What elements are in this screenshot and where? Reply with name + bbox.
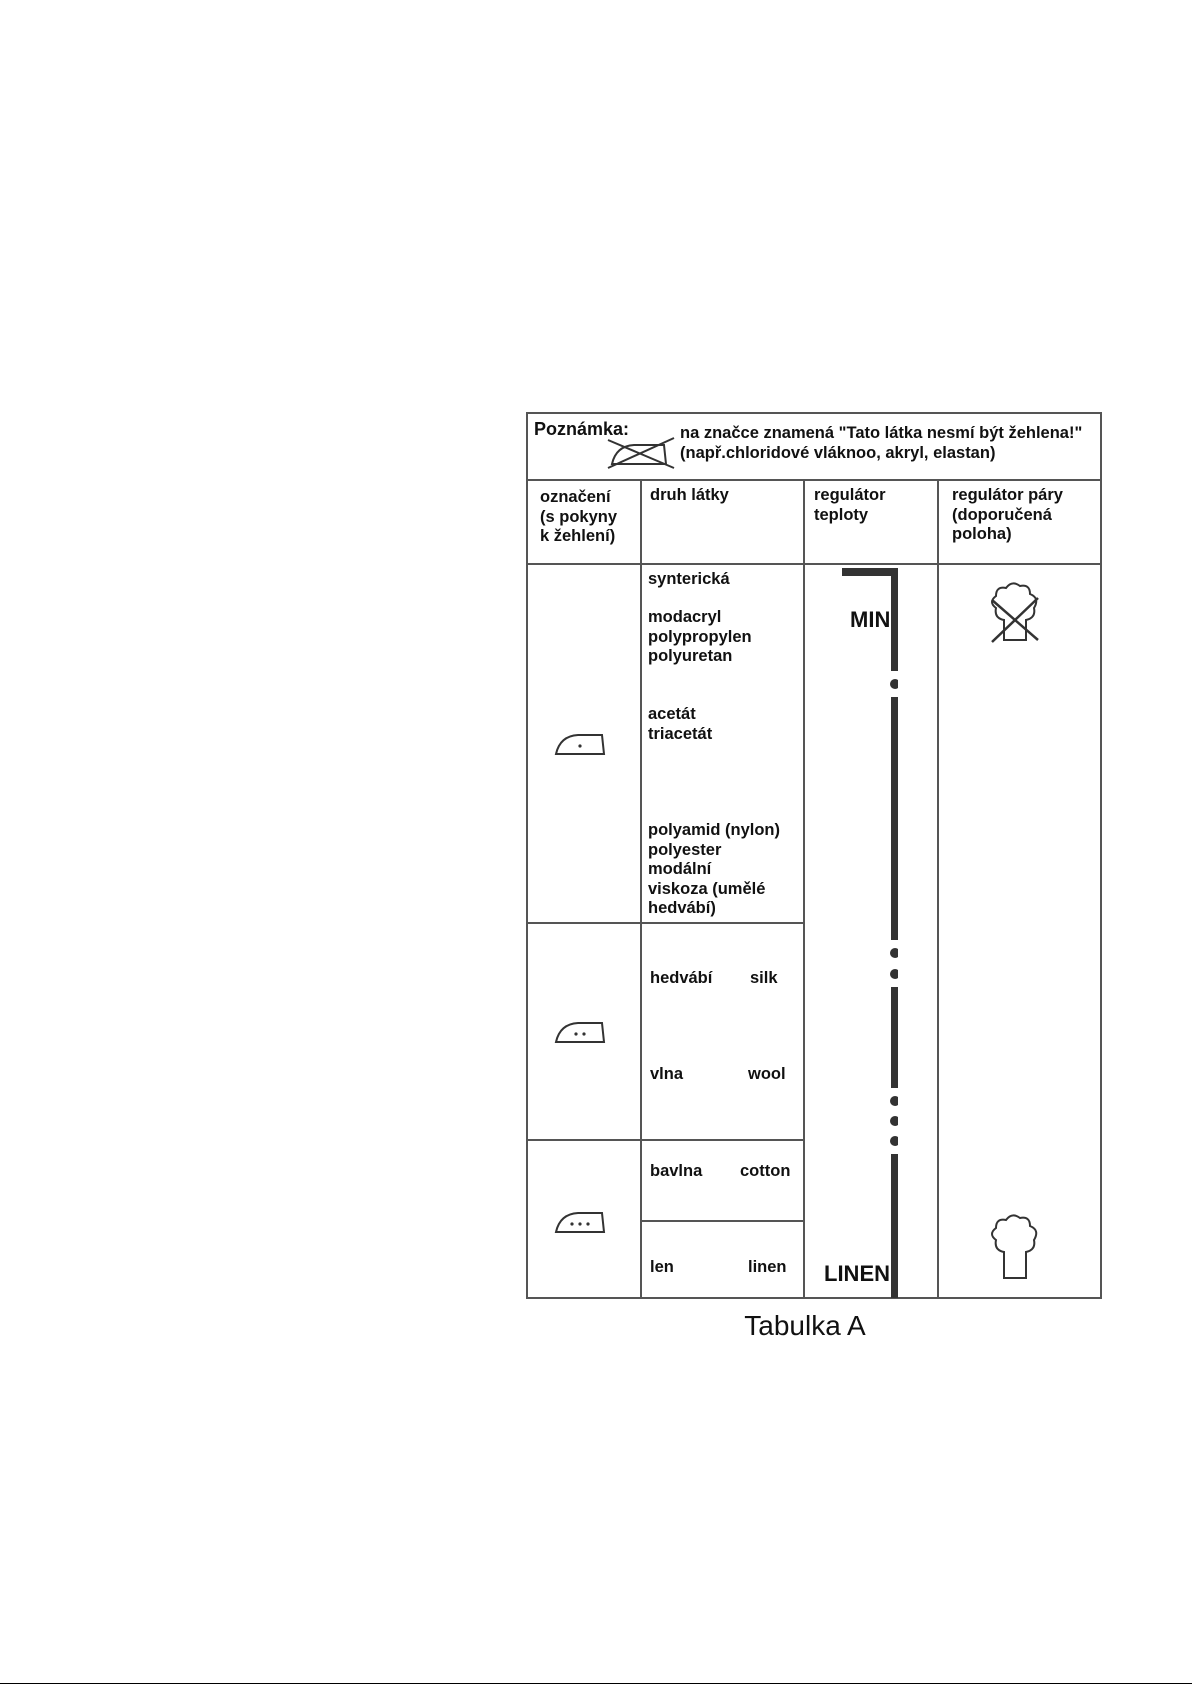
header-steam: regulátor páry (doporučená poloha) — [952, 486, 1063, 543]
divider — [803, 479, 805, 1297]
divider — [937, 479, 939, 1297]
dial-linen-label: LINEN — [824, 1261, 890, 1286]
note-label: Poznámka: — [534, 419, 630, 439]
ironing-table — [526, 412, 1102, 1299]
fabric-synthetic: synterická — [648, 570, 730, 588]
divider — [528, 479, 1100, 481]
iron-3-dot-icon — [554, 1208, 608, 1236]
divider — [640, 479, 642, 1297]
iron-1-dot-icon — [554, 730, 608, 758]
fabric-wool-cz: vlna — [650, 1065, 684, 1083]
fabric-silk-cz: hedvábí — [650, 969, 713, 987]
table-caption: Tabulka A — [744, 1310, 866, 1341]
header-fabric: druh látky — [650, 486, 729, 504]
fabric-cotton-en: cotton — [740, 1162, 791, 1180]
fabric-cotton-cz: bavlna — [650, 1162, 703, 1180]
note-line-1: na značce znamená "Tato látka nesmí být žehlena!" — [680, 424, 1083, 442]
iron-2-dot-icon — [554, 1018, 608, 1046]
steam-off-icon — [986, 580, 1042, 644]
fabric-modacryl: modacryl polypropylen polyuretan — [648, 608, 752, 665]
fabric-wool-en: wool — [748, 1065, 786, 1083]
divider — [528, 1139, 805, 1141]
divider — [528, 922, 805, 924]
divider — [640, 1220, 805, 1222]
divider — [0, 1683, 1192, 1684]
no-iron-icon — [604, 436, 678, 470]
header-temperature: regulátor teploty — [814, 486, 886, 524]
fabric-silk-en: silk — [750, 969, 778, 987]
fabric-acetate: acetát triacetát — [648, 705, 713, 743]
dial-min-label: MIN — [850, 607, 891, 632]
header-marking: označení (s pokyny k žehlení) — [540, 488, 618, 545]
temperature-scale — [838, 566, 898, 1306]
fabric-linen-cz: len — [650, 1258, 674, 1276]
fabric-polyamide: polyamid (nylon) polyester modální viskoza (umělé hedvábí) — [648, 821, 780, 917]
steam-on-icon — [986, 1212, 1042, 1282]
fabric-linen-en: linen — [748, 1258, 787, 1276]
note-line-2: (např.chloridové vláknoo, akryl, elastan) — [680, 444, 996, 462]
divider — [528, 563, 1100, 565]
